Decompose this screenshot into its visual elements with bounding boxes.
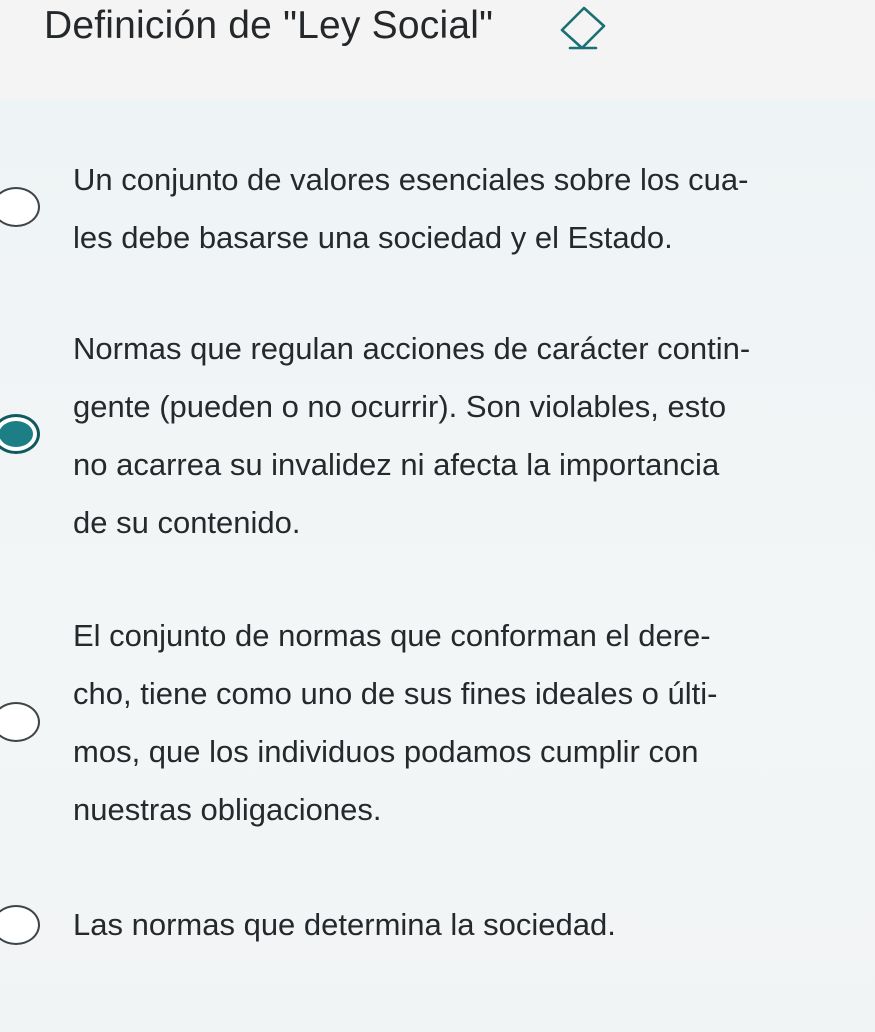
option-2[interactable] bbox=[0, 320, 875, 554]
option-2-text: Normas que regulan acciones de carácter contin- gente (pueden o no ocurrir). Son violables, esto no acarrea su invalidez ni afecta la importancia de su contenido. bbox=[73, 331, 751, 540]
option-1-text: Un conjunto de valores esenciales sobre los cua- les debe basarse una sociedad y el Estado. bbox=[73, 162, 749, 255]
eraser-button[interactable] bbox=[548, 2, 612, 54]
option-3-text: El conjunto de normas que conforman el dere- cho, tiene como uno de sus fines ideales o últi- mos, que los individuos podamos cumplir con nuestras obligaciones. bbox=[73, 618, 718, 827]
eraser-icon bbox=[548, 2, 612, 54]
option-4-text: Las normas que determina la sociedad. bbox=[73, 907, 616, 942]
options-list bbox=[0, 100, 875, 1032]
option-1-radio[interactable] bbox=[0, 187, 40, 227]
question-header bbox=[0, 0, 875, 100]
option-4[interactable] bbox=[0, 896, 875, 956]
option-3[interactable] bbox=[0, 607, 875, 841]
question-title: Definición de "Ley Social" bbox=[44, 4, 494, 47]
option-1[interactable] bbox=[0, 151, 875, 269]
option-2-radio[interactable] bbox=[0, 414, 40, 454]
option-4-radio[interactable] bbox=[0, 905, 40, 945]
option-3-radio[interactable] bbox=[0, 702, 40, 742]
